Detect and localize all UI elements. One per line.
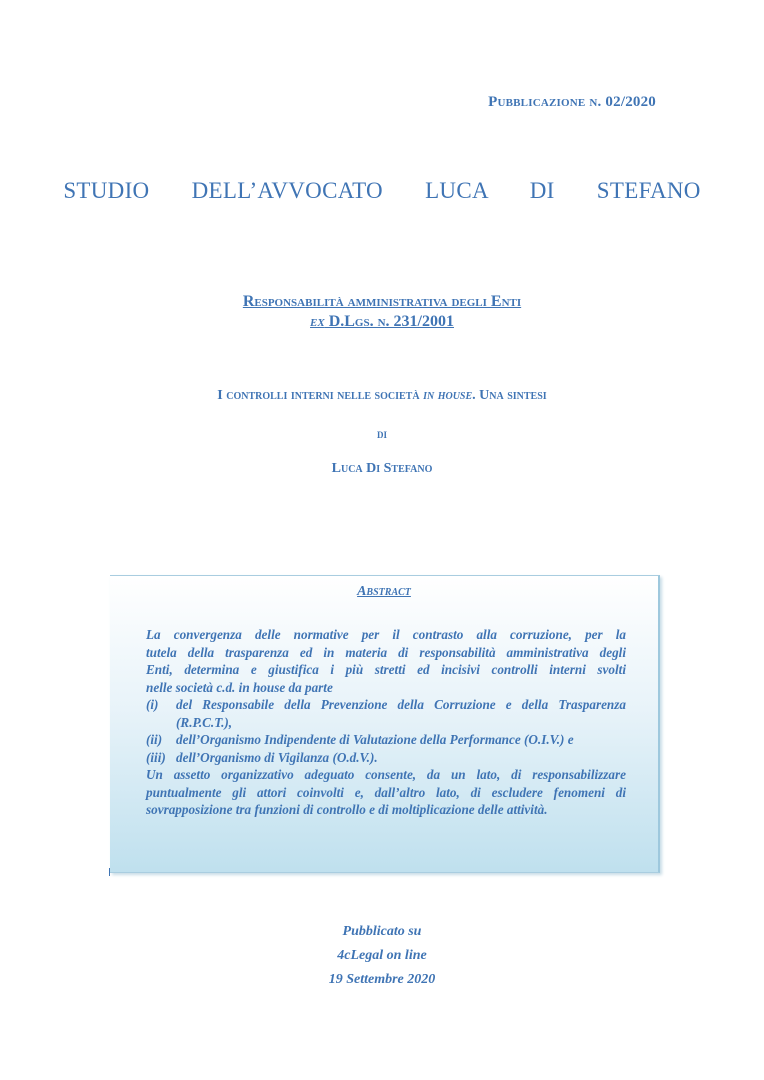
author-name: Luca Di Stefano: [331, 461, 433, 476]
subject-decree: D.Lgs. n. 231/2001: [324, 313, 454, 330]
abstract-intro-line: La convergenza delle normative per il contrasto alla corruzione, per la: [146, 627, 626, 642]
abstract-list-item: [146, 731, 626, 749]
subject-heading: [0, 292, 764, 332]
published-venue: 4cLegal on line: [337, 948, 427, 963]
publication-number: Pubblicazione n. 02/2020: [488, 94, 656, 110]
paper-title: [0, 388, 764, 404]
abstract-closing-line: sovrapposizione tra funzioni di controllo e di moltiplicazione delle attività.: [146, 802, 548, 817]
abstract-intro-line: Enti, determina e giustifica i più stretti ed incisivi controlli interni svolti: [146, 662, 626, 677]
abstract-intro-line: nelle società c.d. in house da parte: [146, 679, 333, 695]
abstract-intro-line: tutela della trasparenza ed in materia di responsabilità amministrativa degli: [146, 644, 626, 660]
publication-info: [0, 920, 764, 992]
list-text: del Responsabile della Prevenzione della Corruzione e della Trasparenza (R.P.C.T.),: [176, 697, 626, 730]
abstract-heading: Abstract: [357, 584, 411, 599]
paper-title-italic: in house: [423, 388, 473, 403]
by-label: di: [376, 426, 387, 441]
abstract-list-item: [146, 749, 626, 767]
subject-ex: ex: [310, 313, 325, 330]
abstract-closing-line: puntualmente gli attori coinvolti e, dall’altro lato, di escludere fenomeni di: [146, 784, 626, 800]
list-text: dell’Organismo di Vigilanza (O.d.V.).: [176, 749, 378, 765]
list-text: dell’Organismo Indipendente di Valutazione della Performance (O.I.V.) e: [176, 732, 574, 747]
subject-line-1: Responsabilità amministrativa degli Enti: [242, 293, 522, 310]
studio-title: STUDIO DELL’AVVOCATO LUCA DI STEFANO: [63, 178, 701, 203]
paper-title-suffix: . Una sintesi: [472, 388, 547, 403]
abstract-list-item: [146, 696, 626, 731]
abstract-closing-line: Un assetto organizzativo adeguato consente, da un lato, di responsabilizzare: [146, 767, 626, 782]
abstract-box: [110, 575, 660, 873]
published-on-label: Pubblicato su: [342, 924, 422, 939]
subject-line-2: [310, 313, 454, 330]
abstract-body: [146, 626, 626, 819]
list-marker: (i): [146, 697, 159, 712]
published-date: 19 Settembre 2020: [328, 972, 436, 987]
box-corner-mark: [109, 868, 110, 876]
list-marker: (iii): [146, 749, 166, 765]
list-marker: (ii): [146, 732, 163, 747]
paper-title-prefix: I controlli interni nelle società: [217, 388, 424, 403]
